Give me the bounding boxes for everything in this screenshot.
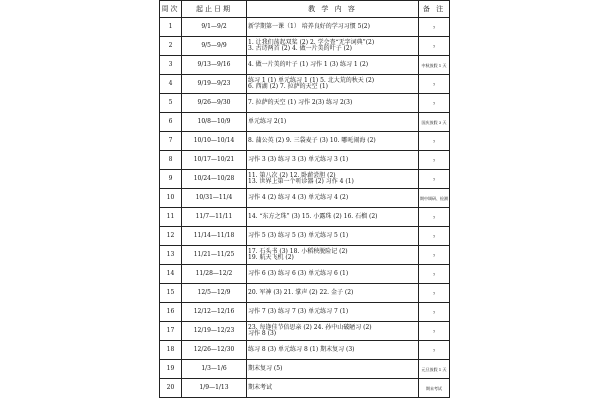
table-row (160, 341, 450, 360)
week-cell: 12 (160, 227, 182, 246)
note-cell: 7 (419, 246, 450, 265)
week-cell: 5 (160, 94, 182, 113)
content-line: 4. 做一片美的叶子 (1) 习作 1 (3) 练习 1 (2) (248, 61, 369, 68)
content-line: 新学期第一课（1） 培养良好的学习习惯 5(2) (248, 23, 370, 30)
note-cell: 元旦放假 1 天 (419, 360, 450, 379)
content-cell (247, 246, 419, 265)
date-cell: 12/26—12/30 (182, 341, 247, 360)
content-line: 练习 8 (3) 单元练习 8 (1) 期末复习 (3) (248, 346, 355, 353)
note-cell: 7 (419, 341, 450, 360)
content-line: 习作 5 (3) 练习 5 (3) 单元练习 5 (1) (248, 232, 349, 239)
content-line: 期末复习 (5) (248, 365, 283, 372)
week-cell: 8 (160, 151, 182, 170)
week-cell: 3 (160, 56, 182, 75)
note-cell: 7 (419, 284, 450, 303)
note-cell: 7 (419, 94, 450, 113)
content-line: 1. 让我们荡起双桨 (2) 2. 学会查“无字词典”(2) (248, 39, 375, 46)
content-line: 14. “东方之珠” (3) 15. 小露珠 (2) 16. 石榴 (2) (248, 213, 378, 220)
content-line: 19. 航天飞机 (2) (248, 254, 294, 261)
date-cell: 10/24—10/28 (182, 170, 247, 189)
table-row (160, 246, 450, 265)
table-row (160, 113, 450, 132)
content-line: 习作 4 (2) 练习 4 (3) 单元练习 4 (2) (248, 194, 349, 201)
content-cell (247, 189, 419, 208)
date-cell: 9/5—9/9 (182, 37, 247, 56)
teaching-schedule-table (159, 0, 450, 398)
table-row (160, 208, 450, 227)
content-cell (247, 208, 419, 227)
table-row (160, 170, 450, 189)
content-cell (247, 265, 419, 284)
table-row (160, 94, 450, 113)
table-row (160, 132, 450, 151)
note-cell: 期末考试 (419, 379, 450, 398)
week-cell: 9 (160, 170, 182, 189)
table-row (160, 37, 450, 56)
content-line: 单元练习 2(1) (248, 118, 287, 125)
content-cell (247, 360, 419, 379)
note-cell: 7 (419, 322, 450, 341)
date-cell: 11/21—11/25 (182, 246, 247, 265)
content-line: 17. 石头书 (3) 18. 小稻秧脱险记 (2) (248, 248, 348, 255)
table-row (160, 379, 450, 398)
date-cell: 9/19—9/23 (182, 75, 247, 94)
schedule-rows (160, 18, 450, 398)
date-cell: 9/13—9/16 (182, 56, 247, 75)
date-cell: 10/8—10/9 (182, 113, 247, 132)
content-cell (247, 284, 419, 303)
date-cell: 12/19—12/23 (182, 322, 247, 341)
table-row (160, 189, 450, 208)
note-cell: 7 (419, 303, 450, 322)
week-cell: 10 (160, 189, 182, 208)
table-row (160, 56, 450, 75)
content-line: 习作 3 (3) 练习 3 (3) 单元练习 3 (1) (248, 156, 349, 163)
table-row (160, 303, 450, 322)
content-cell (247, 379, 419, 398)
date-cell: 10/31—11/4 (182, 189, 247, 208)
note-cell: 7 (419, 170, 450, 189)
note-cell: 期中调研、检测 (419, 189, 450, 208)
week-cell: 1 (160, 18, 182, 37)
note-cell: 7 (419, 265, 450, 284)
content-line: 习作 6 (3) 练习 6 (3) 单元练习 6 (1) (248, 270, 349, 277)
header-content: 教 学 内 容 (247, 1, 419, 18)
date-cell: 11/7—11/11 (182, 208, 247, 227)
content-cell (247, 37, 419, 56)
content-line: 期末考试 (248, 384, 273, 391)
note-cell: 7 (419, 37, 450, 56)
content-cell (247, 18, 419, 37)
week-cell: 7 (160, 132, 182, 151)
content-line: 8. 蒲公英 (2) 9. 三袋麦子 (3) 10. 哪吒闹海 (2) (248, 137, 376, 144)
content-cell (247, 322, 419, 341)
date-cell: 12/12—12/16 (182, 303, 247, 322)
content-cell (247, 113, 419, 132)
table-header-row (160, 1, 450, 18)
content-line: 23. 每逢佳节倍思亲 (2) 24. 孙中山破陋习 (2) (248, 324, 372, 331)
date-cell: 10/17—10/21 (182, 151, 247, 170)
content-line: 6. 西湖 (2) 7. 拉萨的天空 (1) (248, 83, 328, 90)
content-cell (247, 303, 419, 322)
date-cell: 9/1—9/2 (182, 18, 247, 37)
table-row (160, 227, 450, 246)
header-date: 起止日期 (182, 1, 247, 18)
week-cell: 14 (160, 265, 182, 284)
table-row (160, 284, 450, 303)
note-cell: 7 (419, 132, 450, 151)
week-cell: 19 (160, 360, 182, 379)
content-line: 11. 第八次 (2) 12. 卧薪尝胆 (2) (248, 172, 336, 179)
week-cell: 2 (160, 37, 182, 56)
note-cell: 7 (419, 208, 450, 227)
content-line: 练习 1 (1) 单元练习 1 (1) 5. 北大荒的秋天 (2) (248, 77, 375, 84)
content-cell (247, 94, 419, 113)
week-cell: 4 (160, 75, 182, 94)
content-cell (247, 341, 419, 360)
table-row (160, 322, 450, 341)
content-line: 20. 军神 (3) 21. 掌声 (2) 22. 金子 (2) (248, 289, 354, 296)
content-cell (247, 56, 419, 75)
week-cell: 6 (160, 113, 182, 132)
note-cell: 7 (419, 18, 450, 37)
date-cell: 11/28—12/2 (182, 265, 247, 284)
date-cell: 11/14—11/18 (182, 227, 247, 246)
date-cell: 9/26—9/30 (182, 94, 247, 113)
table-row (160, 18, 450, 37)
content-cell (247, 132, 419, 151)
week-cell: 16 (160, 303, 182, 322)
note-cell: 7 (419, 75, 450, 94)
header-note: 备 注 (419, 1, 450, 18)
content-cell (247, 75, 419, 94)
note-cell: 国庆放假 3 天 (419, 113, 450, 132)
date-cell: 1/9—1/13 (182, 379, 247, 398)
note-cell: 中秋放假 1 天 (419, 56, 450, 75)
table-row (160, 75, 450, 94)
table-row (160, 360, 450, 379)
date-cell: 1/3—1/6 (182, 360, 247, 379)
table-row (160, 151, 450, 170)
week-cell: 20 (160, 379, 182, 398)
content-line: 习作 7 (3) 练习 7 (3) 单元练习 7 (1) (248, 308, 349, 315)
week-cell: 15 (160, 284, 182, 303)
content-cell (247, 151, 419, 170)
content-cell (247, 170, 419, 189)
week-cell: 11 (160, 208, 182, 227)
content-line: 习作 8 (3) (248, 330, 277, 337)
content-line: 3. 古诗两首 (2) 4. 做一片美的叶子 (2) (248, 45, 352, 52)
note-cell: 7 (419, 227, 450, 246)
date-cell: 12/5—12/9 (182, 284, 247, 303)
note-cell: 7 (419, 151, 450, 170)
header-week: 周次 (160, 1, 182, 18)
date-cell: 10/10—10/14 (182, 132, 247, 151)
content-cell (247, 227, 419, 246)
table-row (160, 265, 450, 284)
week-cell: 18 (160, 341, 182, 360)
content-line: 13. 世界上第一个听诊器 (2) 习作 4 (1) (248, 178, 354, 185)
week-cell: 13 (160, 246, 182, 265)
content-line: 7. 拉萨的天空 (1) 习作 2(3) 练习 2(3) (248, 99, 353, 106)
week-cell: 17 (160, 322, 182, 341)
